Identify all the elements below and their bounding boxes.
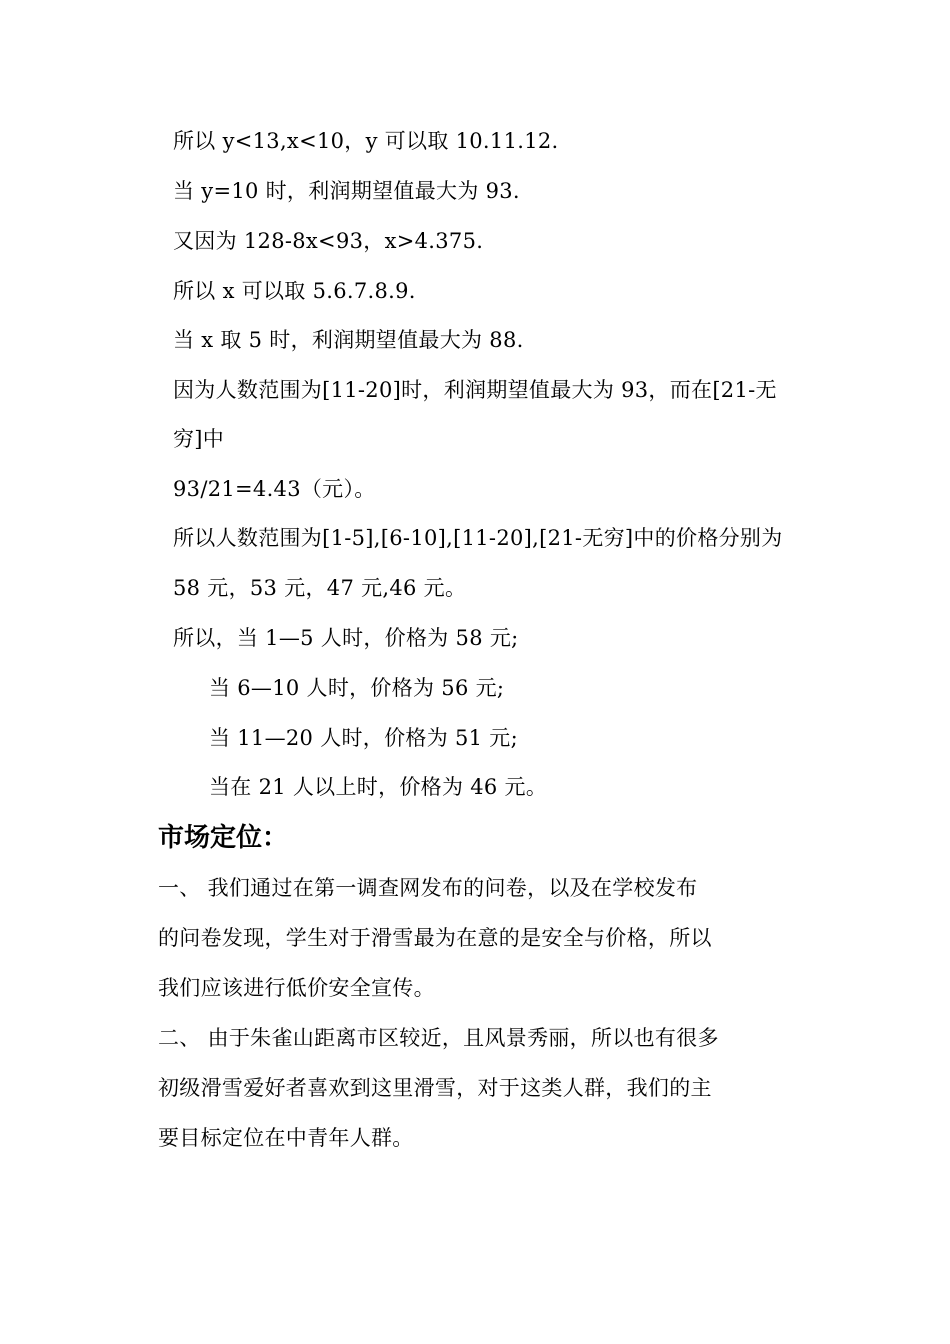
- para1-line-3: 我们应该进行低价安全宣传。: [158, 976, 435, 1000]
- calc-line-7: 穷]中: [173, 427, 225, 451]
- calc-line-5: 当 x 取 5 时，利润期望值最大为 88.: [173, 328, 524, 352]
- para1-line-2: 的问卷发现，学生对于滑雪最为在意的是安全与价格，所以: [158, 926, 712, 950]
- calc-line-4: 所以 x 可以取 5.6.7.8.9.: [173, 279, 416, 303]
- calc-line-8: 93/21=4.43（元）。: [173, 477, 376, 501]
- calc-line-9: 所以人数范围为[1-5],[6-10],[11-20],[21-无穷]中的价格分别为: [173, 526, 783, 550]
- price-line-1: 当 6—10 人时，价格为 56 元;: [209, 676, 505, 700]
- para1-line-1: 一、 我们通过在第一调查网发布的问卷，以及在学校发布: [158, 876, 698, 900]
- calc-line-1: 所以 y<13,x<10，y 可以取 10.11.12.: [173, 129, 559, 153]
- calc-line-2: 当 y=10 时，利润期望值最大为 93.: [173, 179, 520, 203]
- price-line-2: 当 11—20 人时，价格为 51 元;: [209, 726, 518, 750]
- para2-line-3: 要目标定位在中青年人群。: [158, 1126, 414, 1150]
- section-heading: 市场定位：: [158, 823, 289, 853]
- calc-line-10: 58 元，53 元，47 元,46 元。: [173, 576, 467, 600]
- price-line-3: 当在 21 人以上时，价格为 46 元。: [209, 775, 548, 799]
- calc-line-11: 所以，当 1—5 人时，价格为 58 元;: [173, 626, 519, 650]
- calc-line-3: 又因为 128-8x<93，x>4.375.: [173, 229, 484, 253]
- para2-line-1: 二、 由于朱雀山距离市区较近，且风景秀丽，所以也有很多: [158, 1026, 719, 1050]
- calc-line-6: 因为人数范围为[11-20]时，利润期望值最大为 93，而在[21-无: [173, 378, 777, 402]
- para2-line-2: 初级滑雪爱好者喜欢到这里滑雪，对于这类人群，我们的主: [158, 1076, 712, 1100]
